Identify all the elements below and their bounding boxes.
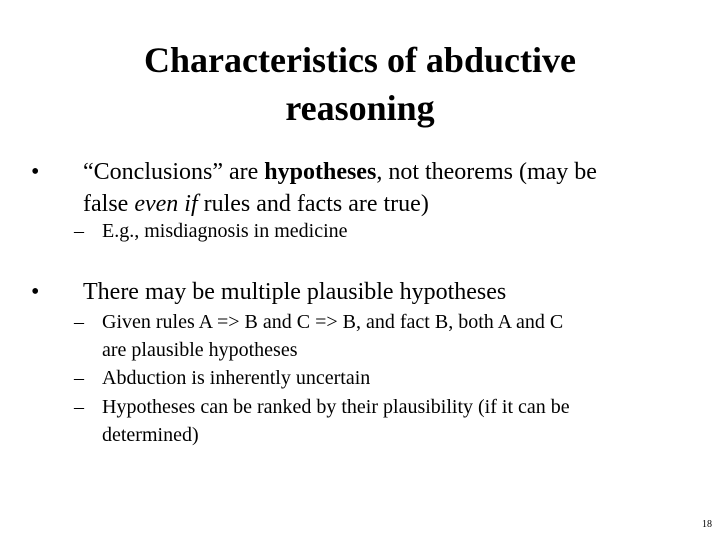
page-number: 18 <box>702 519 712 530</box>
bullet-1-text-part: , not theorems (may be <box>376 159 597 185</box>
bullet-marker: • <box>31 279 40 305</box>
sub-bullet-marker: – <box>74 311 84 333</box>
sub-bullet-marker: – <box>74 367 84 389</box>
slide-title-line-1: Characteristics of abductive <box>144 40 576 80</box>
sub-bullet-marker: – <box>74 220 84 242</box>
bullet-1-italic-term: even if <box>134 191 198 217</box>
bullet-1-text-part: “Conclusions” are <box>83 159 265 185</box>
bullet-1-text <box>83 156 673 220</box>
sub-bullet-text <box>102 308 682 364</box>
sub-bullet-marker: – <box>74 396 84 418</box>
bullet-1-line-1 <box>83 156 673 188</box>
bullet-1-text-part: false <box>83 191 135 217</box>
bullet-2-text: There may be multiple plausible hypotheses <box>83 279 507 305</box>
sub-bullet-text <box>102 393 682 449</box>
sub-bullet-line-1: Hypotheses can be ranked by their plausibility (if it can be <box>102 396 570 418</box>
slide-title <box>60 36 660 132</box>
sub-bullet-line-2: determined) <box>102 424 199 446</box>
bullet-1-line-2 <box>83 188 673 220</box>
sub-bullet-text: E.g., misdiagnosis in medicine <box>102 220 348 242</box>
bullet-marker: • <box>31 159 40 185</box>
sub-bullet-line-1: Given rules A => B and C => B, and fact B, both A and C <box>102 311 564 333</box>
bullet-1-text-part: rules and facts are true) <box>197 191 429 217</box>
sub-bullet-text: Abduction is inherently uncertain <box>102 367 371 389</box>
bullet-1-bold-term: hypotheses <box>264 159 377 185</box>
sub-bullet-line-2: are plausible hypotheses <box>102 339 298 361</box>
slide-title-line-2: reasoning <box>285 88 435 128</box>
